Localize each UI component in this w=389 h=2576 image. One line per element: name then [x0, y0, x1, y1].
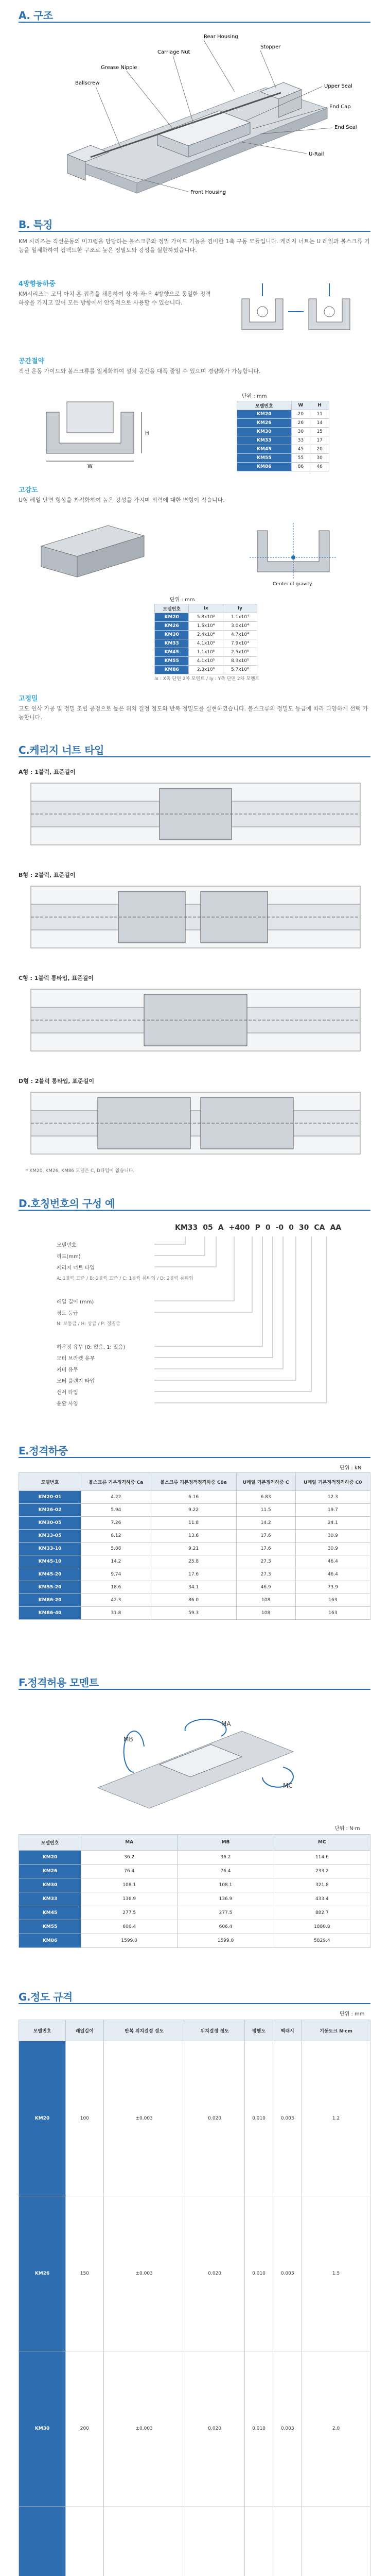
- module-body: [67, 82, 327, 193]
- section-rule: [19, 756, 370, 757]
- feature-space-text: 직선 운동 가이드와 볼스크류를 일체화하여 설치 공간을 대폭 줄일 수 있으며 경량화가 가능합니다.: [19, 368, 261, 375]
- table-row: KM26 76.4 76.4 233.2: [19, 1865, 370, 1878]
- table-row: KM30-05 7.26 11.8 14.2 24.1: [19, 1517, 370, 1530]
- table-row: KM45 45 20: [237, 445, 329, 454]
- order-item: 모터 브라켓 유무: [57, 1356, 95, 1362]
- label-u-rail: U-Rail: [309, 151, 324, 157]
- order-code-part: CA: [314, 1224, 325, 1232]
- table-row: KM86 86 46: [237, 463, 329, 471]
- order-item: 모델번호: [57, 1243, 77, 1248]
- svg-text:H: H: [145, 431, 149, 436]
- label-front-housing: Front Housing: [190, 190, 226, 195]
- label-upper-seal: Upper Seal: [324, 83, 352, 89]
- inertia-table: [154, 604, 257, 674]
- order-item: 윤활 사양: [57, 1401, 78, 1407]
- section-rule: [19, 1457, 370, 1458]
- nut-type-c-drawing: [26, 984, 365, 1056]
- nut-type-b-drawing: [26, 881, 365, 953]
- center-of-gravity-diagram: [242, 520, 345, 587]
- table-header: 모델번호: [19, 1835, 81, 1851]
- order-code-part: 30: [298, 1224, 309, 1232]
- inertia-note: Ix : X축 단면 2차 모멘트 / Iy : Y축 단면 2차 모멘트: [154, 676, 260, 682]
- nut-type-b-label: B형 : 2블럭, 표준길이: [19, 872, 76, 878]
- table-row: KM45-20 9.74 17.6 27.3 46.4: [19, 1568, 370, 1581]
- table-header: 볼스크류 기본정적정격하중 C0a: [151, 1473, 236, 1491]
- section-f-title: F.정격허용 모멘트: [19, 1676, 99, 1689]
- unit-label: 단위 : mm: [340, 2011, 365, 2017]
- moment-diagram: [77, 1700, 314, 1819]
- table-row: KM20 20 11: [237, 410, 329, 419]
- order-code-part: AA: [330, 1224, 342, 1232]
- label-ballscrew: Ballscrew: [75, 80, 100, 86]
- load-direction-diagram: [232, 278, 365, 345]
- feature-4way-text: KM시리즈는 고딕 아치 홈 접촉을 채용하여 상·하·좌·우 4방향으로 동일한 정격하중을 가지고 있어 모든 방향에서 안정적으로 사용할 수 있습니다.: [19, 291, 211, 306]
- section-b-title: B. 특징: [19, 218, 52, 231]
- label-stopper: Stopper: [260, 44, 281, 50]
- nut-type-note: * KM20, KM26, KM86 모델은 C, D타입이 없습니다.: [26, 1168, 135, 1174]
- table-row: KM20-01 4.22 6.16 6.83 12.3: [19, 1491, 370, 1504]
- model-dimension-table: [237, 401, 329, 471]
- table-header: Iy: [223, 604, 257, 613]
- order-item: 정도 등급: [57, 1311, 78, 1316]
- order-code-part: KM33: [175, 1224, 198, 1232]
- svg-text:MB: MB: [123, 1736, 133, 1743]
- nut-type-d-label: D형 : 2블럭 롱타입, 표준길이: [19, 1078, 94, 1084]
- table-row: KM26 150 ±0.003 0.020 0.010 0.003 1.5: [19, 2196, 370, 2351]
- nut-type-d-drawing: [26, 1087, 365, 1159]
- unit-label: 단위 : N·m: [334, 1826, 360, 1832]
- table-row: KM26 26 14: [237, 419, 329, 428]
- unit-label: 단위 : kN: [340, 1465, 362, 1471]
- feature-4way-title: 4방향등하중: [19, 280, 56, 288]
- section-rule: [19, 22, 370, 23]
- table-row: KM86-20 42.3 86.0 108 163: [19, 1594, 370, 1607]
- table-header: MC: [274, 1835, 370, 1851]
- table-row: KM55 4.1x10⁵ 8.3x10⁵: [155, 657, 257, 666]
- table-row: KM45 277.5 277.5 882.7: [19, 1906, 370, 1920]
- table-header: 볼스크류 기본정격하중 Ca: [81, 1473, 151, 1491]
- table-header: 레일길이: [66, 2020, 104, 2041]
- order-code-part: -0: [275, 1224, 284, 1232]
- table-row: KM33-05 8.12 13.6 17.6 30.9: [19, 1530, 370, 1543]
- nut-type-a-label: A형 : 1블럭, 표준길이: [19, 769, 76, 775]
- table-header: 백래시: [273, 2020, 302, 2041]
- order-item: 하우징 유무 (0: 없음, 1: 있음): [57, 1345, 126, 1350]
- table-row: KM45-10 14.2 25.8 27.3 46.4: [19, 1555, 370, 1568]
- table-header: 기동토크 N·cm: [302, 2020, 370, 2041]
- rated-load-table: [19, 1472, 370, 1620]
- feature-strength-text: U형 레일 단면 형상을 최적화하여 높은 강성을 가지며 외력에 대한 변형이 적습니다.: [19, 497, 225, 503]
- table-row: KM26-02 5.94 9.22 11.5 19.7: [19, 1504, 370, 1517]
- svg-text:W: W: [87, 464, 93, 469]
- order-code-part: 0: [265, 1224, 271, 1232]
- table-row: KM33-10 5.88 9.21 17.6 30.9: [19, 1543, 370, 1555]
- order-item: 레일 길이 (mm): [57, 1299, 94, 1305]
- table-row: KM30 200 ±0.003 0.020 0.010 0.003 2.0: [19, 2351, 370, 2506]
- features-intro: KM 시리즈는 직선운동의 미끄럼을 담당하는 볼스크류와 정밀 가이드 기능을 겸비한 1축 구동 모듈입니다. 케리지 너트는 U 레일과 볼스크류 기능을 일체화하여 컴팩트한 구조로 높은 정밀도와 강성을 실현하였습니다.: [19, 238, 370, 253]
- section-e-title: E.정격하중: [19, 1445, 68, 1457]
- table-header: 모델번호: [19, 2020, 66, 2041]
- table-row: KM86-40 31.8 59.3 108 163: [19, 1607, 370, 1620]
- section-g-title: G.정도 규격: [19, 1991, 73, 2003]
- feature-strength-title: 고강도: [19, 486, 38, 494]
- section-rule: [19, 1210, 370, 1211]
- structure-diagram: [19, 31, 370, 201]
- table-row: KM45 1.1x10⁵ 2.5x10⁵: [155, 648, 257, 657]
- section-c-title: C.케리지 너트 타입: [19, 744, 104, 756]
- order-item: 리드(mm): [57, 1254, 81, 1260]
- order-item-detail: A: 1블럭 표준 / B: 2블럭 표준 / C: 1블럭 롱타입 / D: 2블럭 롱타입: [57, 1276, 194, 1281]
- svg-text:MC: MC: [283, 1782, 293, 1789]
- section-d-title: D.호칭번호의 구성 예: [19, 1197, 115, 1210]
- feature-space-title: 공간절약: [19, 358, 45, 365]
- table-row: KM20 5.8x10³ 1.1x10⁴: [155, 613, 257, 622]
- table-header: 위치결정 정도: [185, 2020, 244, 2041]
- table-header: U레일 기본정적정격하중 C0: [295, 1473, 370, 1491]
- section-rule: [19, 2003, 370, 2004]
- table-header: MB: [178, 1835, 274, 1851]
- table-row: KM55 55 30: [237, 454, 329, 463]
- section-rule: [19, 231, 370, 232]
- center-of-gravity-label: Center of gravity: [273, 582, 312, 587]
- table-header: 모델번호: [155, 604, 189, 613]
- label-carriage-nut: Carriage Nut: [157, 49, 190, 55]
- order-item: 센서 타입: [57, 1390, 78, 1396]
- label-end-cap: End Cap: [329, 104, 351, 110]
- table-row: KM20 36.2 36.2 114.6: [19, 1851, 370, 1865]
- unit-label: 단위 : mm: [242, 394, 267, 399]
- section-a-title: A. 구조: [19, 9, 53, 22]
- table-header: MA: [81, 1835, 178, 1851]
- table-header: Ix: [189, 604, 223, 613]
- order-item: 커버 유무: [57, 1367, 78, 1373]
- table-row: KM86 1599.0 1599.0 5829.4: [19, 1934, 370, 1948]
- table-row: KM20 100 ±0.003 0.020 0.010 0.003 1.2: [19, 2041, 370, 2196]
- order-item: 모터 플랜지 타입: [57, 1379, 95, 1384]
- label-end-seal: End Seal: [334, 125, 357, 130]
- order-code-part: +400: [228, 1224, 250, 1232]
- order-code-part: A: [218, 1224, 224, 1232]
- table-row: KM30 2.4x10⁴ 4.7x10⁴: [155, 631, 257, 639]
- table-row: KM30 108.1 108.1 321.8: [19, 1878, 370, 1892]
- table-row: KM33 4.1x10⁴ 7.9x10⁴: [155, 639, 257, 648]
- table-row: KM55-20 18.6 34.1 46.9 73.9: [19, 1581, 370, 1594]
- unit-label: 단위 : mm: [170, 597, 195, 603]
- table-header: 반복 위치결정 정도: [103, 2020, 185, 2041]
- order-item: 케리지 너트 타입: [57, 1265, 95, 1271]
- feature-precision-title: 고정밀: [19, 695, 38, 703]
- table-row: [19, 2506, 370, 2576]
- section-rule: [19, 1689, 370, 1690]
- order-code-part: P: [255, 1224, 260, 1232]
- table-header: H: [310, 401, 329, 410]
- table-row: KM33 136.9 136.9 433.4: [19, 1892, 370, 1906]
- table-row: KM30 30 15: [237, 428, 329, 436]
- table-row: KM86 2.3x10⁶ 5.7x10⁶: [155, 666, 257, 674]
- table-row: KM26 1.5x10⁴ 3.0x10⁴: [155, 622, 257, 631]
- moment-table: [19, 1834, 370, 1948]
- nut-type-a-drawing: [26, 778, 365, 850]
- table-header: 모델번호: [237, 401, 292, 410]
- table-header: 평행도: [244, 2020, 273, 2041]
- accuracy-table: [19, 2020, 370, 2576]
- dimension-diagram: [31, 392, 154, 469]
- label-grease-nipple: Grease Nipple: [101, 65, 137, 71]
- svg-text:MA: MA: [221, 1720, 231, 1727]
- table-header: W: [291, 401, 310, 410]
- feature-precision-text: 고도 연삭 가공 및 정밀 조립 공정으로 높은 위치 결정 정도와 반복 정밀도를 실현하였습니다. 볼스크류의 정밀도 등급에 따라 다양하게 선택 가능합니다.: [19, 705, 368, 721]
- table-header: U레일 기본정격하중 C: [236, 1473, 295, 1491]
- label-rear-housing: Rear Housing: [204, 34, 238, 40]
- u-rail-illustration: [31, 520, 154, 587]
- order-code: [175, 1224, 341, 1232]
- nut-type-c-label: C형 : 1블럭 롱타입, 표준길이: [19, 975, 94, 981]
- table-row: KM55 606.4 606.4 1880.8: [19, 1920, 370, 1934]
- order-item-detail: N: 보통급 / H: 상급 / P: 정밀급: [57, 1321, 120, 1327]
- order-code-part: 05: [203, 1224, 213, 1232]
- table-header: 모델번호: [19, 1473, 81, 1491]
- table-row: KM33 33 17: [237, 436, 329, 445]
- order-code-part: 0: [289, 1224, 294, 1232]
